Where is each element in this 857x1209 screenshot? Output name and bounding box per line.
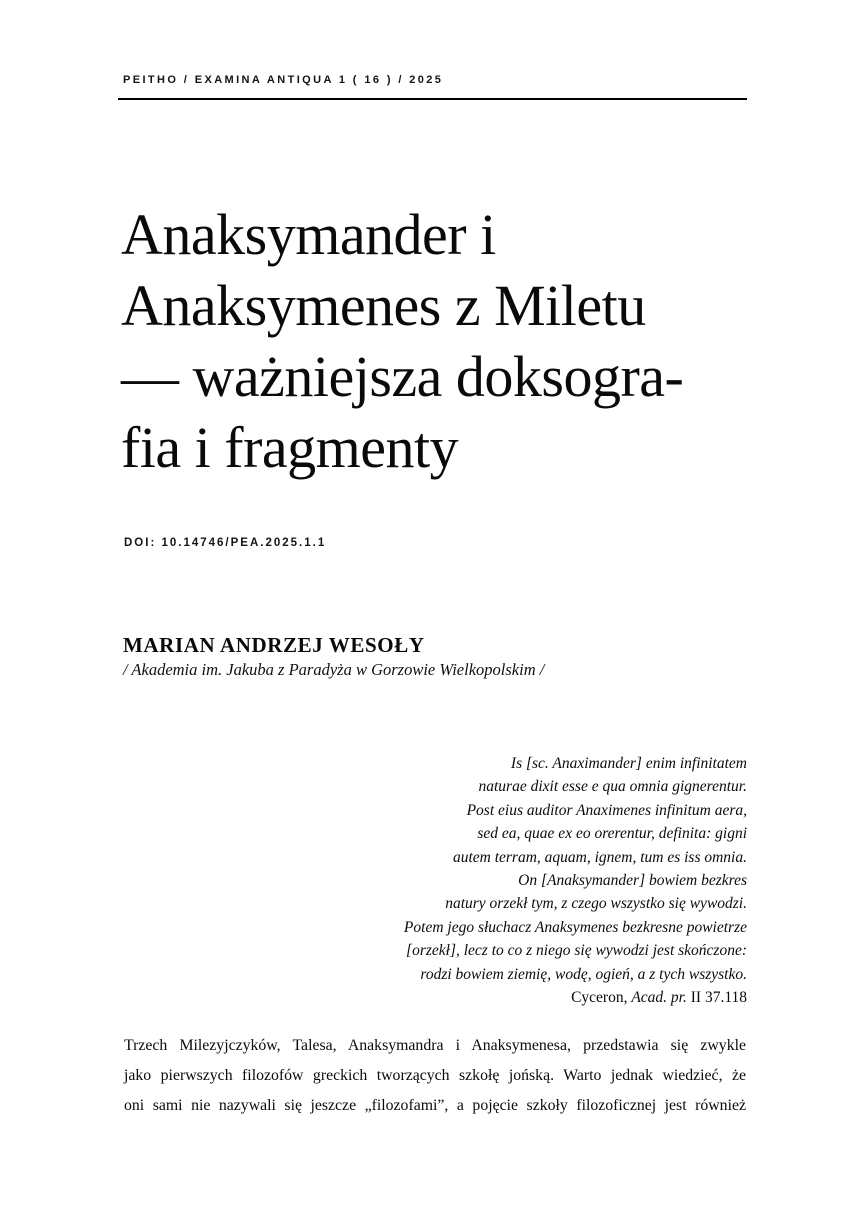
title-line-1: Anaksymander i — [121, 202, 496, 267]
author-name: MARIAN ANDRZEJ WESOŁY — [123, 633, 425, 657]
epigraph-quote — [124, 752, 747, 1009]
epigraph-latin-line: Is [sc. Anaximander] enim infinitatem — [510, 755, 747, 772]
doi-line: DOI: 10.14746/PEA.2025.1.1 — [124, 537, 327, 549]
journal-header: PEITHO / EXAMINA ANTIQUA 1 ( 16 ) / 2025 — [123, 74, 444, 86]
epigraph-latin-line: sed ea, quae ex eo orerentur, definita: gigni — [477, 825, 747, 843]
epigraph-polish-line: Potem jego słuchacz Anaksymenes bezkresne powietrze — [403, 918, 747, 936]
epigraph-latin-line: naturae dixit esse e qua omnia gignerentur. — [478, 778, 747, 796]
citation-locus: II 37.118 — [686, 989, 747, 1007]
article-title — [121, 199, 771, 483]
header-rule — [118, 98, 747, 100]
author-affiliation: / Akademia im. Jakuba z Paradyża w Gorzowie Wielkopolskim / — [123, 660, 545, 679]
body-line: jako pierwszych filozofów greckich tworzących szkołę jońską. Warto jednak wiedzieć, że — [124, 1067, 746, 1084]
body-paragraph — [124, 1031, 746, 1121]
epigraph-polish-line: [orzekł], lecz to co z niego się wywodzi jest skończone: — [406, 942, 747, 960]
epigraph-polish-line: rodzi bowiem ziemię, wodę, ogień, a z tych wszystko. — [420, 965, 747, 983]
epigraph-latin-line: autem terram, aquam, ignem, tum es iss omnia. — [452, 848, 747, 866]
body-line: oni sami nie nazywali się jeszcze „filozofami”, a pojęcie szkoły filozoficznej jest również — [124, 1097, 746, 1114]
epigraph-latin-line: Post eius auditor Anaximenes infinitum aera, — [466, 801, 747, 819]
title-line-4: fia i fragmenty — [121, 415, 459, 480]
citation-author: Cyceron, — [571, 989, 632, 1007]
epigraph-polish-line: On [Anaksymander] bowiem bezkres — [518, 872, 747, 890]
title-line-2: Anaksymenes z Miletu — [121, 273, 646, 338]
citation-work: Acad. pr. — [631, 989, 687, 1007]
epigraph-polish-line: natury orzekł tym, z czego wszystko się wywodzi. — [445, 895, 747, 913]
body-line: Trzech Milezyjczyków, Talesa, Anaksymandra i Anaksymenesa, przedstawia się zwykle — [124, 1037, 746, 1054]
epigraph-citation — [124, 986, 747, 1009]
title-line-3: — ważniejsza doksogra- — [121, 344, 684, 409]
